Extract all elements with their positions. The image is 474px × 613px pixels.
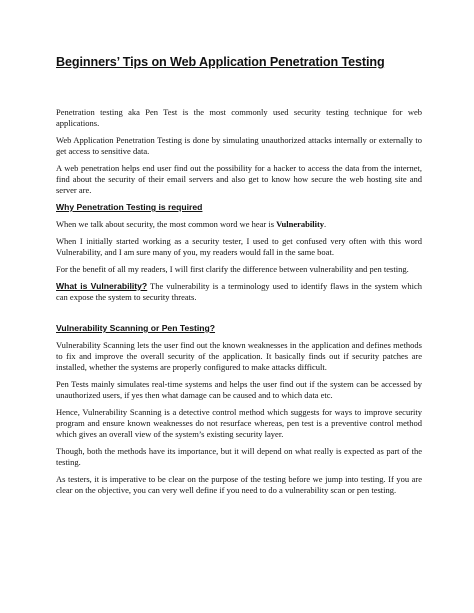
why-paragraph-2: When I initially started working as a security tester, I used to get confused very often with this word Vulnerability, and I am sure many of you, my readers would fall in the same boat.	[56, 236, 422, 257]
scan-paragraph-2: Pen Tests mainly simulates real-time systems and helps the user find out if the system can be accessed by unauthorized users, if yes then what damage can be caused and to which data etc.	[56, 379, 422, 400]
why-paragraph-1-start: When we talk about security, the most common word we hear is	[56, 219, 277, 229]
scan-paragraph-1: Vulnerability Scanning lets the user find out the known weaknesses in the application and defines methods to fix and improve the overall security of the application. It basically finds out if security patches are installed, whether the systems are properly configured to make attacks difficult.	[56, 340, 422, 372]
intro-paragraph-1: Penetration testing aka Pen Test is the most commonly used security testing technique for web applications.	[56, 107, 422, 128]
what-paragraph	[56, 281, 422, 303]
intro-paragraph-3: A web penetration helps end user find out the possibility for a hacker to access the data from the internet, find about the security of their email servers and also get to know how secure the web hosting site and server are.	[56, 163, 422, 195]
scan-heading: Vulnerability Scanning or Pen Testing?	[56, 323, 216, 333]
vulnerability-term: Vulnerability	[276, 219, 325, 229]
why-paragraph-1-end: .	[324, 219, 327, 229]
document-page	[56, 55, 422, 502]
what-heading: What is Vulnerability?	[56, 281, 148, 291]
section-spacer	[56, 309, 422, 323]
what-text: The vulnerability is a terminology used to identify flaws in the system which can expose the system to security threats.	[56, 281, 422, 302]
intro-paragraph-2: Web Application Penetration Testing is done by simulating unauthorized attacks internally or externally to get access to sensitive data.	[56, 135, 422, 156]
why-paragraph-1	[56, 219, 422, 230]
why-heading: Why Penetration Testing is required	[56, 202, 203, 212]
scan-paragraph-3: Hence, Vulnerability Scanning is a detective control method which suggests for ways to improve security program and ensure known weaknesses do not resurface whereas, pen test is a preventive control method which gives an overall view of the system’s existing security layer.	[56, 407, 422, 439]
scan-paragraph-4: Though, both the methods have its importance, but it will depend on what really is expected as part of the testing.	[56, 446, 422, 467]
why-paragraph-3: For the benefit of all my readers, I will first clarify the difference between vulnerability and pen testing.	[56, 264, 409, 274]
document-title: Beginners’ Tips on Web Application Penetration Testing	[56, 55, 385, 69]
scan-paragraph-5: As testers, it is imperative to be clear on the purpose of the testing before we jump into testing. If you are clear on the objective, you can very well define if you need to do a vulnerability scan or pen testing.	[56, 474, 422, 495]
